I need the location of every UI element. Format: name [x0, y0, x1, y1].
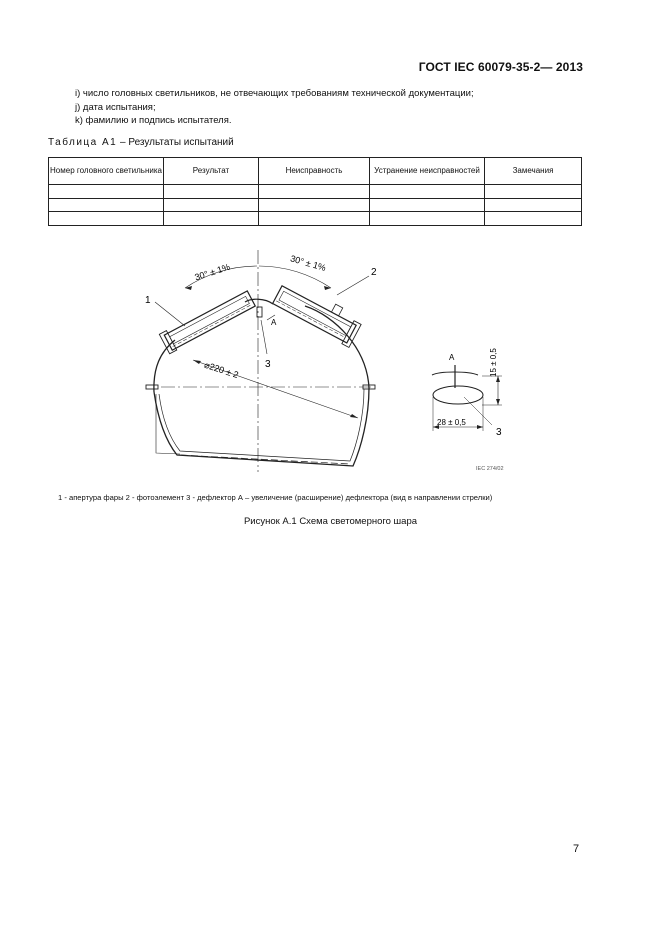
- results-table: [48, 157, 582, 226]
- callout-2: 2: [371, 267, 377, 278]
- leader-1: [155, 302, 185, 326]
- leader-2: [337, 276, 369, 295]
- requirements-list: [75, 87, 474, 128]
- header-result: Результат: [164, 158, 259, 185]
- iec-mark: IEC 274/02: [476, 466, 504, 472]
- sphere-inner-wall: [159, 389, 364, 461]
- table-cell: [49, 198, 164, 212]
- left-flange: [146, 385, 158, 389]
- deflector-disc: [433, 386, 483, 404]
- figure-legend: 1 - апертура фары 2 - фотоэлемент 3 - дефлектор А – увеличение (расширение) дефлектора (вид в направлении стрелки): [58, 493, 493, 502]
- list-item: i) число головных светильников, не отвечающих требованиям технической документации;: [75, 88, 474, 99]
- diameter-label: ⌀220 ± 2: [202, 359, 240, 381]
- page-number: 7: [573, 843, 580, 855]
- standard-header: ГОСТ IEC 60079-35-2— 2013: [418, 60, 583, 74]
- leader-3: [261, 320, 267, 354]
- table-row: [49, 212, 582, 226]
- figure-caption: Рисунок А.1 Схема светомерного шара: [243, 516, 418, 527]
- table-cell: [485, 212, 582, 226]
- table-header-row: [49, 158, 582, 185]
- height-dimension-label: 15 ± 0,5: [489, 348, 498, 377]
- table-cell: [164, 198, 259, 212]
- deflector-detail-diagram: [420, 345, 530, 475]
- table-cell: [164, 185, 259, 199]
- table-cell: [370, 212, 485, 226]
- callout-a: A: [271, 318, 277, 327]
- header-fault-fix: Устранение неисправностей: [370, 158, 485, 185]
- angle-left-label: 30° ± 1%: [193, 261, 232, 283]
- table-cell: [370, 185, 485, 199]
- callout-3: 3: [265, 359, 271, 370]
- detail-callout-3: 3: [496, 427, 502, 438]
- table-cell: [259, 198, 370, 212]
- table-cell: [259, 212, 370, 226]
- header-lamp-number: Номер головного светильника: [49, 158, 164, 185]
- header-remarks: Замечания: [485, 158, 582, 185]
- table-row: [49, 185, 582, 199]
- table-number: Таблица А1: [48, 137, 118, 148]
- list-item: k) фамилию и подпись испытателя.: [75, 115, 232, 126]
- header-fault: Неисправность: [259, 158, 370, 185]
- dimension-left-drop: [156, 394, 180, 454]
- width-dimension-label: 28 ± 0,5: [437, 418, 466, 427]
- table-cell: [164, 212, 259, 226]
- table-cell: [49, 185, 164, 199]
- table-cell: [370, 198, 485, 212]
- table-title: – Результаты испытаний: [117, 137, 234, 148]
- table-row: [49, 198, 582, 212]
- table-cell: [485, 185, 582, 199]
- detail-callout-a: A: [449, 353, 455, 362]
- table-cell: [485, 198, 582, 212]
- table-cell: [259, 185, 370, 199]
- table-caption: [48, 137, 234, 148]
- angle-right-label: 30° ± 1%: [289, 253, 328, 274]
- sphere-outline-left: [154, 340, 175, 392]
- detail-leader-3: [464, 397, 492, 425]
- headlamp-aperture: [159, 288, 256, 353]
- sphere-outline: [154, 306, 369, 466]
- callout-1: 1: [145, 295, 151, 306]
- list-item: j) дата испытания;: [75, 101, 156, 113]
- table-cell: [49, 212, 164, 226]
- photocell: [271, 278, 364, 348]
